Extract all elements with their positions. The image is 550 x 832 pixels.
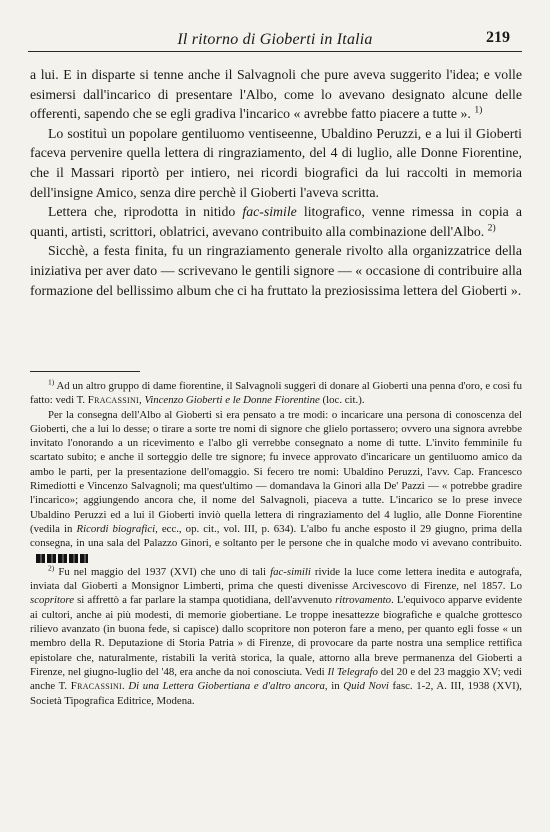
footnote-2-italic-c: ritrovamento (335, 594, 392, 607)
paragraph-4 (30, 241, 522, 300)
footnote-1-comma: , (139, 394, 145, 407)
footnote-1 (30, 379, 522, 408)
footnote-1-continued (30, 408, 522, 565)
footnotes (30, 379, 522, 708)
paragraph-1 (30, 65, 522, 124)
note-ref-2: 2) (487, 222, 496, 234)
footnote-2-text-c: si affrettò a far parlare la stampa quotidiana, dell'avvenuto (73, 594, 336, 607)
paragraph-2 (30, 124, 522, 202)
page-number: 219 (486, 29, 510, 46)
footnote-1-author: Fracassini (87, 394, 140, 407)
footnote-1b-title: Ricordi biografici (76, 522, 156, 535)
footnote-2-text-d: . L'equivoco apparve evidente ai cultori, anche ai più modesti, di memorie giobertiane. Le troppe inesattezze biografiche e qualche grottesco rilievo avanzato (in buona fede, si capisce) dallo scopritore non poteron fare a meno, per quanto egli fosse « un membro della R. Deputazione di Storia Patria » di Firenze, di provocare da parte nostra una semplice rettifica epistolare che, naturalmente, ristabilì la verità storica, la quale, attorno alla breve permanenza del Gioberti a Firenze, nel giugno-luglio del '48, era anche da noi conosciuta. Vedi (30, 594, 522, 678)
footnote-1-marker: 1) (48, 377, 55, 387)
paragraph-3-italic: fac-simile (242, 204, 297, 220)
paragraph-3-text-b: litografico, venne rimessa in copia a quanti, artisti, scrittori, oblatrici, avevano contribuito alla combinazione dell'Albo. (30, 204, 523, 239)
footnote-2-text-e: del 20 e del 23 maggio XV; vedi anche T. (30, 665, 522, 693)
footnote-1-tail: (loc. cit.). (319, 394, 365, 407)
paragraph-3 (30, 202, 522, 241)
paragraph-3-text-a: Lettera che, riprodotta in nitido (48, 204, 243, 220)
note-ref-1: 1) (474, 104, 483, 116)
footnote-1b-text-a: Per la consegna dell'Albo al Gioberti si era pensato a tre modi: o incaricare una persona di conoscenza del Gioberti, che a lui lo desse; o tirare a sorte tre nomi di signore che glielo portassero; ovvero una signora avrebbe invitato l'onorando a un ricevimento e l'albo gli verrebbe consegnato a nome di tutte. L'invito femminile fu scartato subito; e anche il sorteggio delle tre signore; fu invece approvato d'incaricare un gentiluomo amico da ambo le parti, per la presentazione dell'omaggio. Si fecero tre nomi: Ubaldino Peruzzi, l'avv. Cap. Francesco Rimediotti e Vincenzo Salvagnoli; ma quest'ultimo — domandava la Ginori alla De' Pazzi — « potrebbe gradire l'incarico»; aggiungendo ancora che, il nome del Salvagnoli, piaceva a tutte. L'incarico se lo prese invece Ubaldino Peruzzi ed a lui il Gioberti inviò quella lettera di ringraziamento del 4 luglio, alle Donne Fiorentine (vedila in (30, 408, 522, 535)
footnote-2-italic-g: Quid Novi (343, 680, 389, 693)
footnote-2-text-b: rivide la luce come lettera inedita e autografa, inviata dal Gioberti a Monsignor Limberti, prima che questi divenisse Arcivescovo di Firenze, nel 1857. Lo (30, 565, 522, 593)
paragraph-4-text: Sicchè, a festa finita, fu un ringraziamento generale rivolto alla organizzatrice della iniziativa per aver dato — scrivevano le gentili signore — « occasione di contribuire alla formazione del bellissimo album che ci ha fruttato la preziosissima lettera del Gioberti ». (30, 243, 522, 298)
main-text (30, 65, 522, 300)
header-rule (28, 51, 522, 52)
footnote-1-title: Vincenzo Gioberti e le Donne Fiorentine (144, 394, 320, 407)
footnote-1-text: Ad un altro gruppo di dame fiorentine, il Salvagnoli suggerì di donare al Gioberti una penna d'oro, e così fu fatto: vedi T. (30, 380, 522, 407)
footnote-2 (30, 565, 522, 708)
running-head (0, 22, 550, 46)
footnote-2-italic-a: fac-simili (270, 565, 311, 578)
footnote-2-marker: 2) (48, 563, 55, 573)
footnote-1b-text-b: , ecc., op. cit., vol. III, p. 634). L'albo fu anche esposto il 29 giugno, prima della consegna, in una sala del Palazzo Ginori, e soltanto per le persone che in qualche modo vi avevano contribuito. (30, 522, 522, 550)
footnote-rule (30, 371, 140, 372)
paragraph-1-text: a lui. E in disparte si tenne anche il Salvagnoli che pure aveva suggerito l'idea; e volle esimersi dall'incarico di presentare l'Albo, come lo avevano designato alcune delle offerenti, sapendo che se egli gradiva l'incarico « avrebbe fatto piacere a tutte ». (30, 67, 522, 122)
footnote-2-text-h: fasc. 1-2, A. III, 1938 (XVI), Società Tipografica Editrice, Modena. (30, 680, 523, 707)
footnote-2-italic-b: scopritore (30, 594, 74, 607)
ink-blot-mark (36, 554, 88, 563)
running-title: Il ritorno di Gioberti in Italia (177, 31, 373, 48)
footnote-2-italic-f: Di una Lettera Giobertiana e d'altro ancora (128, 680, 325, 693)
footnote-2-italic-d: Il Telegrafo (327, 665, 378, 678)
footnote-2-text-f: . (122, 680, 129, 693)
footnote-2-text-g: , in (324, 680, 344, 693)
footnote-2-author: Fracassini (70, 680, 123, 693)
footnote-2-text-a: Fu nel maggio del 1937 (XVI) che uno di tali (58, 565, 271, 578)
paragraph-2-text: Lo sostituì un popolare gentiluomo ventiseenne, Ubaldino Peruzzi, e a lui il Gioberti faceva pervenire quella lettera di ringraziamento, del 4 di luglio, alle Donne Fiorentine, che il Massari riportò per intiero, nei ricordi biografici da lui raccolti in memoria dell'insigne Amico, senza dire perchè il Gioberti l'aveva scritta. (30, 125, 522, 200)
